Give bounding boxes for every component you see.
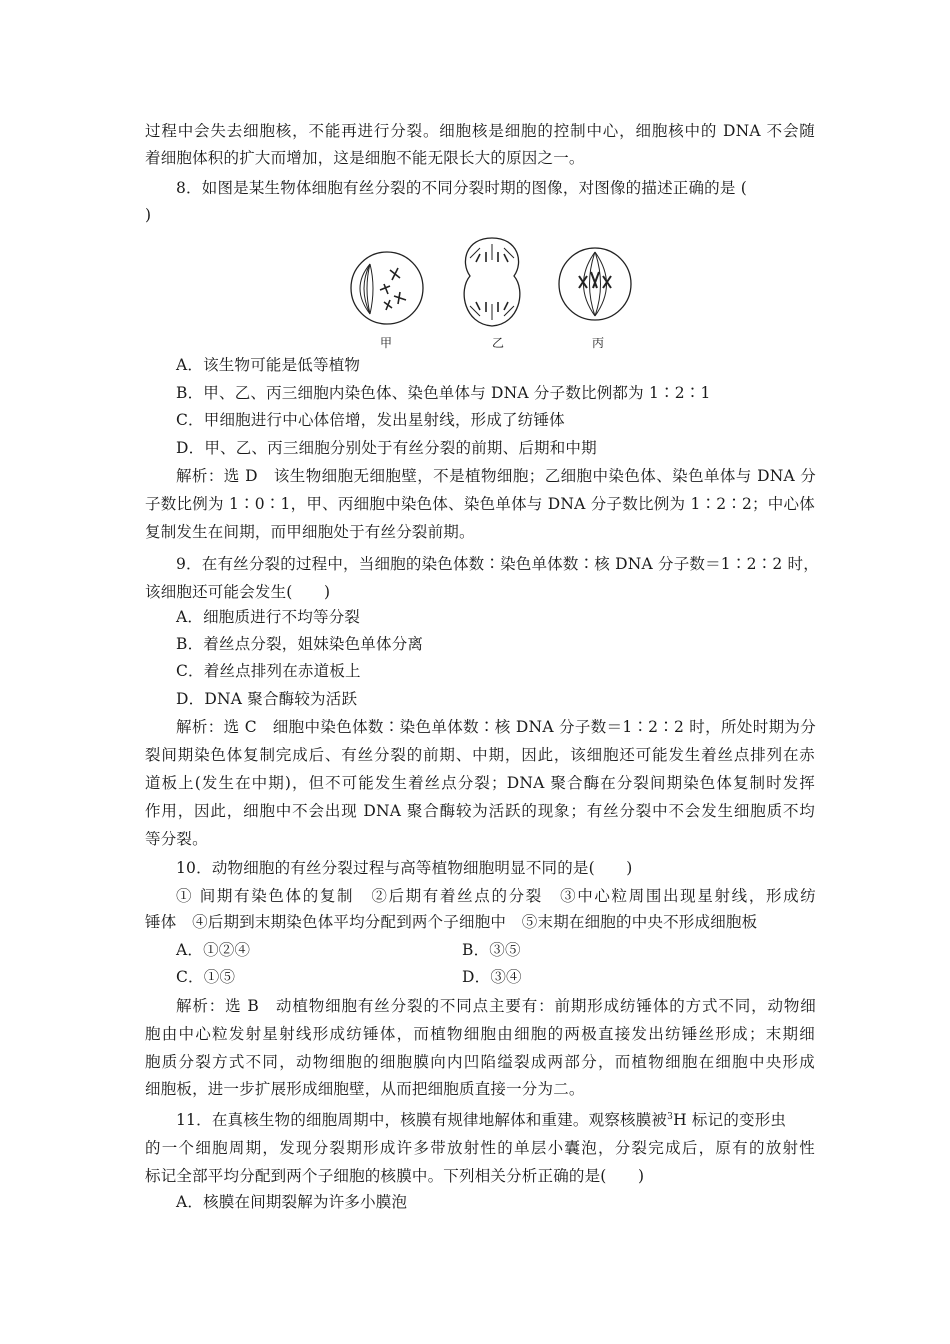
option-b: B．甲、乙、丙三细胞内染色体、染色单体与 DNA 分子数比例都为 1∶2∶1 (176, 384, 711, 402)
option-b: B．③⑤ (462, 941, 521, 959)
paragraph-line: 着细胞体积的扩大而增加，这是细胞不能无限长大的原因之一。 (145, 149, 585, 167)
option-a: A．①②④ (176, 941, 251, 959)
analysis-line: 等分裂。 (145, 830, 208, 848)
paragraph-line: 过程中会失去细胞核，不能再进行分裂。细胞核是细胞的控制中心，细胞核中的 DNA 不会随 (145, 122, 815, 140)
question-8-stem: 8．如图是某生物体细胞有丝分裂的不同分裂时期的图像，对图像的描述正确的是 ( (176, 179, 747, 197)
question-11-stem: 标记全部平均分配到两个子细胞的核膜中。下列相关分析正确的是( ) (145, 1167, 645, 1185)
option-a: A．该生物可能是低等植物 (176, 356, 361, 374)
analysis-line: 道板上(发生在中期)，但不可能发生着丝点分裂；DNA 聚合酶在分裂间期染色体复制时发挥 (145, 774, 815, 792)
analysis-line: 细胞板，进一步扩展形成细胞壁，从而把细胞质直接一分为二。 (145, 1080, 585, 1098)
analysis-line: 解析：选 B 动植物细胞有丝分裂的不同点主要有：前期形成纺锤体的方式不同，动物细 (176, 997, 816, 1015)
question-11-stem: 的一个细胞周期，发现分裂期形成许多带放射性的单层小囊泡，分裂完成后，原有的放射性 (145, 1139, 815, 1157)
option-c: C．甲细胞进行中心体倍增，发出星射线，形成了纺锤体 (176, 411, 565, 429)
question-8-bracket: ) (145, 206, 152, 224)
isotope-superscript: 3 (667, 1111, 674, 1122)
mitosis-figure (340, 232, 640, 352)
option-d: D．甲、乙、丙三细胞分别处于有丝分裂的前期、后期和中期 (176, 439, 597, 457)
question-11-text: 11．在真核生物的细胞周期中，核膜有规律地解体和重建。观察核膜被 (176, 1111, 668, 1129)
option-c: C．着丝点排列在赤道板上 (176, 662, 361, 680)
option-d: D．③④ (462, 968, 522, 986)
question-10-stem: 10．动物细胞的有丝分裂过程与高等植物细胞明显不同的是( ) (176, 859, 633, 877)
analysis-line: 胞由中心粒发射星射线形成纺锤体，而植物细胞由细胞的两极直接发出纺锤丝形成；末期细 (145, 1025, 815, 1043)
figure-label-bing: 丙 (592, 336, 605, 350)
option-row (176, 940, 816, 960)
analysis-line: 子数比例为 1∶0∶1，甲、丙细胞中染色体、染色单体与 DNA 分子数比例为 1∶2∶2；中心体 (145, 495, 815, 513)
option-row (176, 967, 816, 987)
option-a: A．细胞质进行不均等分裂 (176, 608, 361, 626)
question-10-items: 锤体 ④后期到末期染色体平均分配到两个子细胞中 ⑤末期在细胞的中央不形成细胞板 (145, 913, 758, 931)
question-9-stem: 该细胞还可能会发生( ) (145, 583, 331, 601)
analysis-line: 复制发生在间期，而甲细胞处于有丝分裂前期。 (145, 523, 475, 541)
question-11-text: H 标记的变形虫 (673, 1111, 787, 1129)
figure-label-jia: 甲 (380, 336, 393, 350)
question-10-items: ① 间期有染色体的复制 ②后期有着丝点的分裂 ③中心粒周围出现星射线，形成纺 (176, 887, 816, 905)
option-d: D．DNA 聚合酶较为活跃 (176, 690, 358, 708)
option-c: C．①⑤ (176, 968, 236, 986)
figure-label-yi: 乙 (492, 336, 505, 350)
analysis-line: 作用，因此，细胞中不会出现 DNA 聚合酶较为活跃的现象；有丝分裂中不会发生细胞质不均 (145, 802, 815, 820)
analysis-line: 胞质分裂方式不同，动物细胞的细胞膜向内凹陷缢裂成两部分，而植物细胞在细胞中央形成 (145, 1053, 815, 1071)
option-a: A．核膜在间期裂解为许多小膜泡 (176, 1193, 408, 1211)
option-b: B．着丝点分裂，姐妹染色单体分离 (176, 635, 424, 653)
question-9-stem: 9．在有丝分裂的过程中，当细胞的染色体数∶染色单体数∶核 DNA 分子数＝1∶2∶2 时， (176, 555, 819, 573)
question-11-stem (176, 1110, 816, 1130)
analysis-line: 解析：选 C 细胞中染色体数∶染色单体数∶核 DNA 分子数＝1∶2∶2 时，所处时期为分 (176, 718, 816, 736)
analysis-line: 解析：选 D 该生物细胞无细胞壁，不是植物细胞；乙细胞中染色体、染色单体与 DNA 分 (176, 467, 816, 485)
analysis-line: 裂间期染色体复制完成后、有丝分裂的前期、中期，因此，该细胞还可能发生着丝点排列在赤 (145, 746, 815, 764)
